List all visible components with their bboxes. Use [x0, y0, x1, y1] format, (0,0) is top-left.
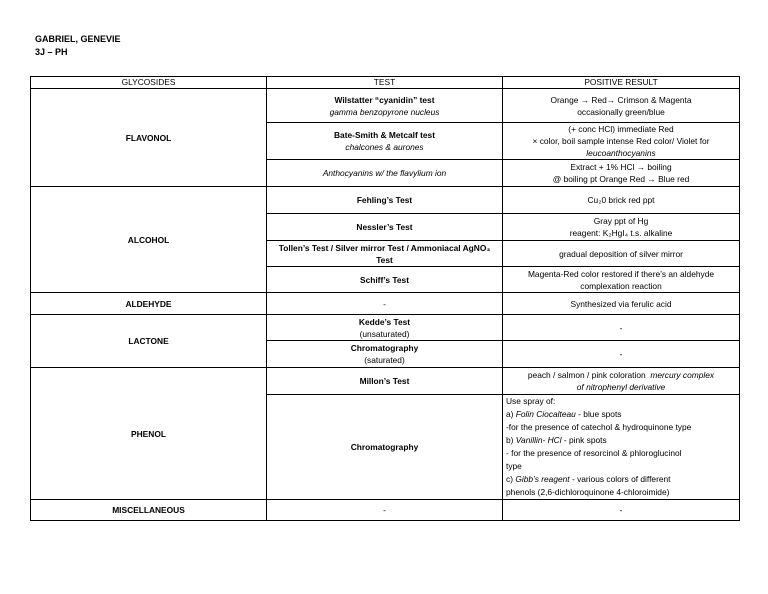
result-line: - for the presence of resorcinol & phloroglucinol: [506, 448, 682, 458]
list-marker: c): [506, 474, 516, 484]
category-flavonol: FLAVONOL: [31, 89, 267, 187]
table-row: [31, 187, 740, 214]
result-line: phenols (2,6-dichloroquinone 4-chloroimide): [506, 487, 670, 497]
test-name: Chromatography: [267, 395, 503, 500]
result-cell: Synthesized via ferulic acid: [503, 293, 740, 315]
category-phenol: PHENOL: [31, 368, 267, 500]
test-name: Fehling’s Test: [267, 187, 503, 214]
result-cell: [503, 160, 740, 187]
result-line: × color, boil sample intense Red color/ Violet for: [532, 136, 710, 146]
test-note: (saturated): [364, 355, 405, 365]
result-line: type: [506, 461, 522, 471]
test-cell: [267, 123, 503, 160]
list-marker: a): [506, 409, 516, 419]
result-line: -for the presence of catechol & hydroquinone type: [506, 422, 692, 432]
result-line: Gray ppt of Hg: [593, 216, 649, 226]
test-name: Chromatography: [350, 343, 419, 353]
test-cell: [267, 89, 503, 123]
result-text: - blue spots: [575, 409, 622, 419]
result-line: [506, 434, 736, 447]
list-marker: b): [506, 435, 516, 445]
result-text: peach / salmon / pink coloration: [527, 370, 646, 380]
reagent-name: Folin Ciocalteau: [515, 409, 576, 419]
result-line: Magenta-Red color restored if there’s an aldehyde: [527, 268, 715, 279]
result-line: Extract + 1% HCl → boiling: [570, 162, 672, 172]
result-cell: [503, 267, 740, 293]
result-cell: Cu₂0 brick red ppt: [503, 187, 740, 214]
result-line: [506, 473, 736, 486]
table-row: [31, 315, 740, 341]
test-name: Schiff’s Test: [267, 267, 503, 293]
test-cell: [267, 160, 503, 187]
test-name: Wilstatter “cyanidin” test: [334, 94, 435, 105]
result-line: leucoanthocyanins: [586, 148, 656, 158]
result-text: - various colors of different: [569, 474, 671, 484]
reagent-name: Vanillin- HCl: [515, 435, 562, 445]
test-cell: [267, 315, 503, 341]
category-lactone: LACTONE: [31, 315, 267, 368]
result-cell: -: [503, 315, 740, 341]
result-text-italic: mercury complex: [650, 370, 715, 380]
table-row: [31, 500, 740, 521]
test-note: gamma benzopyrone nucleus: [329, 106, 440, 117]
result-line: Use spray of:: [506, 396, 556, 406]
test-name: Bate-Smith & Metcalf test: [334, 130, 435, 140]
glycosides-table: [30, 76, 740, 521]
test-note: chalcones & aurones: [345, 142, 424, 152]
column-header-positive-result: POSITIVE RESULT: [503, 77, 740, 89]
result-line: of nitrophenyl derivative: [576, 382, 666, 392]
category-aldehyde: ALDEHYDE: [31, 293, 267, 315]
result-text: - pink spots: [561, 435, 607, 445]
result-line: Orange → Red→ Crimson & Magenta: [550, 94, 692, 105]
section-label: 3J – PH: [35, 47, 68, 57]
result-cell: -: [503, 500, 740, 521]
result-cell: gradual deposition of silver mirror: [503, 241, 740, 267]
category-miscellaneous: MISCELLANEOUS: [31, 500, 267, 521]
result-cell: [503, 123, 740, 160]
result-line: reagent: K₂HgI₄ t.s. alkaline: [569, 228, 673, 238]
test-cell: -: [267, 500, 503, 521]
result-cell: -: [503, 341, 740, 368]
result-line: complexation reaction: [580, 280, 662, 291]
result-cell: [503, 214, 740, 241]
result-cell: [503, 89, 740, 123]
result-line: occasionally green/blue: [577, 106, 665, 117]
table-row: [31, 368, 740, 395]
test-name: Kedde’s Test: [358, 316, 411, 327]
result-line: @ boiling pt Orange Red → Blue red: [552, 174, 690, 184]
column-header-glycosides: GLYCOSIDES: [31, 77, 267, 89]
test-note: (unsaturated): [359, 328, 410, 339]
test-note: Anthocyanins w/ the flavylium ion: [322, 168, 447, 178]
result-cell: [503, 368, 740, 395]
header-row: [31, 77, 740, 89]
table-row: [31, 293, 740, 315]
reagent-name: Gibb’s reagent: [515, 474, 570, 484]
test-name: Nessler’s Test: [267, 214, 503, 241]
result-line: [506, 369, 736, 381]
test-cell: -: [267, 293, 503, 315]
result-cell: [503, 395, 740, 500]
category-alcohol: ALCOHOL: [31, 187, 267, 293]
result-line: [506, 408, 736, 421]
test-cell: [267, 341, 503, 368]
column-header-test: TEST: [267, 77, 503, 89]
test-name: Millon’s Test: [267, 368, 503, 395]
test-name: Tollen’s Test / Silver mirror Test / Ammoniacal AgNO₃ Test: [267, 241, 503, 267]
result-line: (+ conc HCl) immediate Red: [568, 124, 674, 134]
table-row: [31, 89, 740, 123]
student-name: GABRIEL, GENEVIE: [35, 34, 121, 44]
